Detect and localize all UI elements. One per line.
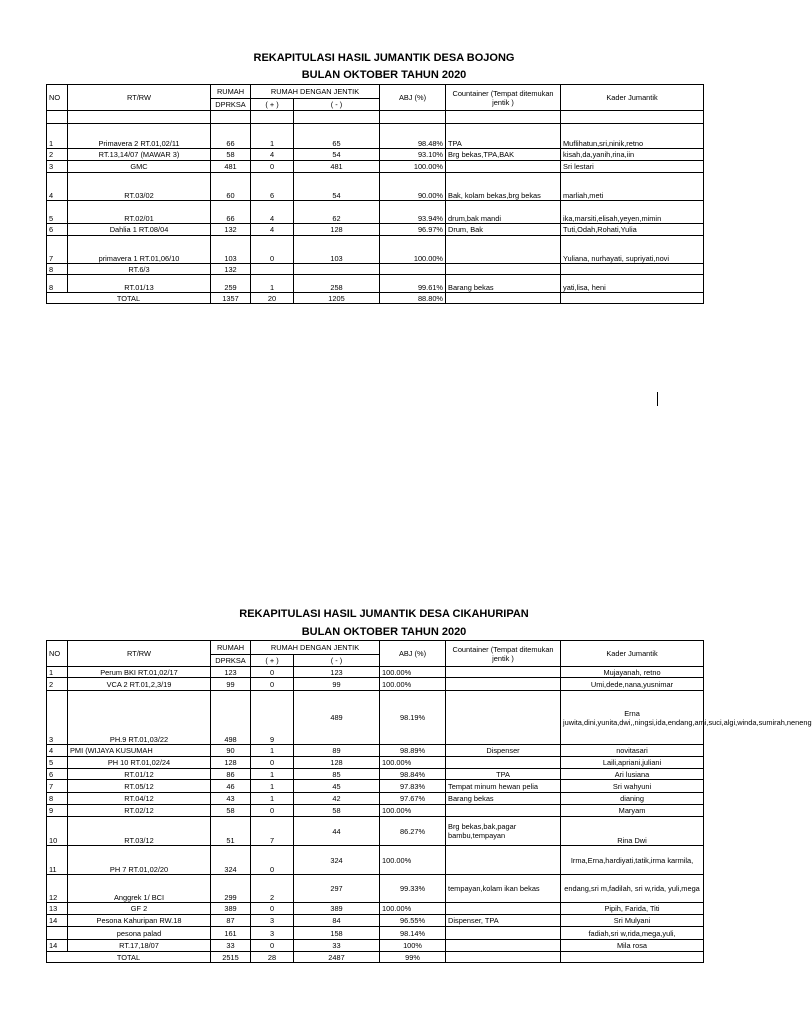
table-row — [47, 927, 704, 940]
table-cell: 84 — [294, 915, 380, 927]
table-cell: 1 — [251, 793, 294, 805]
table-cell: 299 — [211, 875, 251, 903]
table-cell: TPA — [446, 769, 561, 780]
table1-blank-row — [47, 111, 704, 124]
table1 — [46, 84, 704, 304]
table-cell: 65 — [294, 124, 380, 149]
table-cell: 43 — [211, 793, 251, 805]
table-cell — [446, 757, 561, 769]
text-cursor-mark — [657, 392, 658, 406]
table-cell: 33 — [211, 940, 251, 952]
table-cell: Brg bekas,TPA,BAK — [446, 149, 561, 161]
table-cell: 1 — [47, 667, 68, 678]
table-cell: Mujayanah, retno — [561, 667, 704, 678]
table-cell: 99.33% — [380, 875, 446, 903]
table-cell — [446, 805, 561, 817]
table2-total-row — [47, 952, 704, 963]
table-cell: 8 — [47, 793, 68, 805]
table-cell: Laili,apriani,juliani — [561, 757, 704, 769]
table-cell: GF 2 — [68, 903, 211, 915]
table-cell: 1 — [251, 780, 294, 793]
table1-header-plus: ( + ) — [251, 99, 294, 111]
table2 — [46, 640, 812, 963]
table1-header-abj: ABJ (%) — [380, 85, 446, 111]
table-cell: 7 — [47, 780, 68, 793]
table-cell: Drum, Bak — [446, 224, 561, 236]
table-cell: 5 — [47, 757, 68, 769]
table-cell — [561, 264, 704, 275]
table-cell: RT.03/12 — [68, 817, 211, 846]
table-cell: 98.84% — [380, 769, 446, 780]
table-cell: 89 — [294, 745, 380, 757]
table-cell: 93.94% — [380, 201, 446, 224]
table2-header-no: NO — [47, 641, 68, 667]
table1-header-minus: ( - ) — [294, 99, 380, 111]
table-cell: 489 — [294, 691, 380, 745]
table-cell: 99 — [211, 678, 251, 691]
table-row — [47, 780, 704, 793]
table-cell: kisah,da,yanih,rina,iin — [561, 149, 704, 161]
table2-header-dprksa: DPRKSA — [211, 655, 251, 667]
table-cell: Anggrek 1/ BCI — [68, 875, 211, 903]
table-cell: Bak, kolam bekas,brg bekas — [446, 173, 561, 201]
table-cell: 0 — [251, 236, 294, 264]
table-cell — [446, 952, 561, 963]
table-cell: Pipih, Farida, Titi — [561, 903, 704, 915]
table-cell: tempayan,kolam ikan bekas — [446, 875, 561, 903]
table-cell: PH 10 RT.01,02/24 — [68, 757, 211, 769]
table-cell: RT.01/13 — [68, 275, 211, 293]
table-cell: VCA 2 RT.01,2,3/19 — [68, 678, 211, 691]
table-cell: RT.02/01 — [68, 201, 211, 224]
table-cell: 8 — [47, 264, 68, 275]
table-cell: 103 — [294, 236, 380, 264]
table-cell: 10 — [47, 817, 68, 846]
table-cell: 99 — [294, 678, 380, 691]
table2-header-plus: ( + ) — [251, 655, 294, 667]
table1-header-no: NO — [47, 85, 68, 111]
table-cell — [68, 111, 211, 124]
table-row — [47, 149, 704, 161]
table-cell: 389 — [211, 903, 251, 915]
table-cell: 389 — [294, 903, 380, 915]
table-cell — [380, 264, 446, 275]
table-cell: 100.00% — [380, 161, 446, 173]
table-row — [47, 161, 704, 173]
table-cell: 66 — [211, 201, 251, 224]
table-row — [47, 124, 704, 149]
table-cell: 3 — [251, 915, 294, 927]
table-cell: 1 — [251, 745, 294, 757]
table-row — [47, 275, 704, 293]
table-cell — [446, 927, 561, 940]
table2-total-rumah: 2515 — [211, 952, 251, 963]
table-cell: 58 — [211, 805, 251, 817]
table-cell: drum,bak mandi — [446, 201, 561, 224]
table-cell: Rina Dwi — [561, 817, 704, 846]
table-cell: Dahlia 1 RT.08/04 — [68, 224, 211, 236]
table-cell — [294, 264, 380, 275]
table2-header-minus: ( - ) — [294, 655, 380, 667]
table-cell: Pesona Kahuripan RW.18 — [68, 915, 211, 927]
table-cell: 297 — [294, 875, 380, 903]
table-cell: 4 — [251, 224, 294, 236]
table-cell — [446, 691, 561, 745]
table-cell — [446, 293, 561, 304]
table-cell: 103 — [211, 236, 251, 264]
table-cell: 3 — [251, 927, 294, 940]
table2-title: REKAPITULASI HASIL JUMANTIK DESA CIKAHURIPAN — [239, 608, 529, 620]
table-cell — [446, 678, 561, 691]
table-cell: yati,lisa, heni — [561, 275, 704, 293]
table-cell: 6 — [47, 769, 68, 780]
table-cell: 62 — [294, 201, 380, 224]
table-cell: Barang bekas — [446, 793, 561, 805]
table-cell: Primavera 2 RT.01,02/11 — [68, 124, 211, 149]
table-cell: Tuti,Odah,Rohati,Yulia — [561, 224, 704, 236]
table-cell — [561, 111, 704, 124]
table-cell: RT.02/12 — [68, 805, 211, 817]
table-row — [47, 940, 704, 952]
table-cell: 132 — [211, 224, 251, 236]
table-cell: RT.01/12 — [68, 769, 211, 780]
table-cell: 5 — [47, 201, 68, 224]
table-cell: 9 — [251, 691, 294, 745]
table1-subtitle: BULAN OKTOBER TAHUN 2020 — [301, 69, 467, 81]
table1-total-plus: 20 — [251, 293, 294, 304]
table-cell: 44 — [294, 817, 380, 846]
table-row — [47, 678, 704, 691]
table-cell: 99.61% — [380, 275, 446, 293]
table-cell: 98.89% — [380, 745, 446, 757]
table-cell: RT.05/12 — [68, 780, 211, 793]
table2-total-minus: 2487 — [294, 952, 380, 963]
table-cell: 498 — [211, 691, 251, 745]
table-cell: TPA — [446, 124, 561, 149]
table2-header-kader: Kader Jumantik — [561, 641, 704, 667]
table-cell: Barang bekas — [446, 275, 561, 293]
table1-header-jentik: RUMAH DENGAN JENTIK — [251, 85, 380, 99]
table-cell: 128 — [211, 757, 251, 769]
table-row — [47, 903, 704, 915]
table1-total-rumah: 1357 — [211, 293, 251, 304]
table-cell: Sri wahyuni — [561, 780, 704, 793]
table-cell: 45 — [294, 780, 380, 793]
table-cell — [47, 111, 68, 124]
table2-total-abj: 99% — [380, 952, 446, 963]
table-cell: 100.00% — [380, 236, 446, 264]
table-cell: 60 — [211, 173, 251, 201]
table-cell: 1 — [251, 769, 294, 780]
table-cell: 161 — [211, 927, 251, 940]
table-cell: Irma,Erna,hardiyati,tatik,irma karmila, — [561, 846, 704, 875]
table1-header-container: Countainer (Tempat ditemukan jentik ) — [446, 85, 561, 111]
table-cell: 1 — [251, 124, 294, 149]
table2-header-container: Countainer (Tempat ditemukan jentik ) — [446, 641, 561, 667]
table1-total-label: TOTAL — [47, 293, 211, 304]
table-row — [47, 805, 704, 817]
table-cell: 324 — [294, 846, 380, 875]
table-row — [47, 769, 704, 780]
table-cell: 14 — [47, 915, 68, 927]
table-cell: 0 — [251, 805, 294, 817]
table-cell: 481 — [294, 161, 380, 173]
table-cell — [294, 111, 380, 124]
table-cell: 12 — [47, 875, 68, 903]
table-cell: 93.10% — [380, 149, 446, 161]
table-cell — [446, 264, 561, 275]
table-row — [47, 757, 704, 769]
table-cell: 0 — [251, 667, 294, 678]
table-cell: RT.17,18/07 — [68, 940, 211, 952]
table-cell: 258 — [294, 275, 380, 293]
table-row — [47, 236, 704, 264]
table-cell: pesona palad — [68, 927, 211, 940]
table-cell: RT.04/12 — [68, 793, 211, 805]
table1-header-rumah: RUMAH — [211, 85, 251, 99]
table-cell: 100.00% — [380, 903, 446, 915]
table-cell: 2 — [47, 678, 68, 691]
table-cell: Erna juwita,dini,yunita,dwi,,ningsi,ida,endang,ami,suci,algi,winda,sumirah,neneng — [561, 691, 704, 745]
table-row — [47, 201, 704, 224]
table-cell — [446, 161, 561, 173]
table-cell: 54 — [294, 149, 380, 161]
table-cell: 158 — [294, 927, 380, 940]
table-cell: 97.67% — [380, 793, 446, 805]
table-row — [47, 846, 704, 875]
table-cell: 100.00% — [380, 846, 446, 875]
table-cell: 46 — [211, 780, 251, 793]
table1-total-minus: 1205 — [294, 293, 380, 304]
table-cell: 96.55% — [380, 915, 446, 927]
table-cell: 4 — [251, 149, 294, 161]
table2-subtitle: BULAN OKTOBER TAHUN 2020 — [301, 626, 467, 638]
table-row — [47, 224, 704, 236]
table-cell: 58 — [294, 805, 380, 817]
table-cell: 6 — [251, 173, 294, 201]
table-cell: Tempat minum hewan pelia — [446, 780, 561, 793]
table-cell: Dispenser — [446, 745, 561, 757]
table-cell: 54 — [294, 173, 380, 201]
table-cell: 100.00% — [380, 667, 446, 678]
table2-header-rtrw: RT/RW — [68, 641, 211, 667]
table-cell — [251, 264, 294, 275]
table-cell: novitasari — [561, 745, 704, 757]
table-cell: 11 — [47, 846, 68, 875]
table-row — [47, 793, 704, 805]
table-row — [47, 173, 704, 201]
table-row — [47, 667, 704, 678]
table-cell — [211, 111, 251, 124]
table-cell: Umi,dede,nana,yusnimar — [561, 678, 704, 691]
table-cell: GMC — [68, 161, 211, 173]
table-cell — [446, 111, 561, 124]
table2-header-rumah: RUMAH — [211, 641, 251, 655]
table-cell: 0 — [251, 161, 294, 173]
table-cell: RT.6/3 — [68, 264, 211, 275]
table-cell: 86.27% — [380, 817, 446, 846]
table-cell: 324 — [211, 846, 251, 875]
table-cell: 6 — [47, 224, 68, 236]
table-cell: 1 — [47, 124, 68, 149]
table-cell: 98.14% — [380, 927, 446, 940]
table-cell: RT.13,14/07 (MAWAR 3) — [68, 149, 211, 161]
table2-header-jentik: RUMAH DENGAN JENTIK — [251, 641, 380, 655]
table-cell: 259 — [211, 275, 251, 293]
table-cell: 7 — [47, 236, 68, 264]
table-row — [47, 264, 704, 275]
table-cell: 100.00% — [380, 757, 446, 769]
table-cell: dianing — [561, 793, 704, 805]
table-cell — [561, 293, 704, 304]
table-cell: 4 — [47, 173, 68, 201]
table-cell: Sri Mulyani — [561, 915, 704, 927]
table-cell: 128 — [294, 757, 380, 769]
table1-header-kader: Kader Jumantik — [561, 85, 704, 111]
table-cell: 0 — [251, 678, 294, 691]
table-cell: 98.48% — [380, 124, 446, 149]
table-cell: 481 — [211, 161, 251, 173]
table-cell: Brg bekas,bak,pagar bambu,tempayan — [446, 817, 561, 846]
table-row — [47, 691, 704, 745]
table-cell: Mila rosa — [561, 940, 704, 952]
table-cell: 0 — [251, 940, 294, 952]
table-row — [47, 915, 704, 927]
table1-total-row — [47, 293, 704, 304]
table-cell: Yuliana, nurhayati, supriyati,novi — [561, 236, 704, 264]
table-cell: 13 — [47, 903, 68, 915]
table-cell — [446, 903, 561, 915]
table-cell — [446, 236, 561, 264]
table-cell: 2 — [47, 149, 68, 161]
table-cell: 100.00% — [380, 678, 446, 691]
table-cell: 86 — [211, 769, 251, 780]
table-cell: 4 — [251, 201, 294, 224]
table-cell: Perum BKI RT.01,02/17 — [68, 667, 211, 678]
table1-title: REKAPITULASI HASIL JUMANTIK DESA BOJONG — [253, 52, 515, 64]
table-cell: 132 — [211, 264, 251, 275]
table-cell: 97.83% — [380, 780, 446, 793]
table-cell: 2 — [251, 875, 294, 903]
table-cell: primavera 1 RT.01,06/10 — [68, 236, 211, 264]
table1-total-abj: 88.80% — [380, 293, 446, 304]
table-cell: endang,sri m,fadilah, sri w,rida, yuli,mega — [561, 875, 704, 903]
table-cell: 3 — [47, 691, 68, 745]
table-cell — [251, 111, 294, 124]
table-cell: RT.03/02 — [68, 173, 211, 201]
table-cell: 42 — [294, 793, 380, 805]
table-cell: 8 — [47, 275, 68, 293]
table-cell: 4 — [47, 745, 68, 757]
table-cell: 33 — [294, 940, 380, 952]
table-cell: 1 — [251, 275, 294, 293]
table-cell: 90.00% — [380, 173, 446, 201]
table-cell: 96.97% — [380, 224, 446, 236]
table-cell — [446, 940, 561, 952]
table-cell — [446, 667, 561, 678]
table-cell: 66 — [211, 124, 251, 149]
table-cell: 98.19% — [380, 691, 446, 745]
table-row — [47, 875, 704, 903]
table-cell: 14 — [47, 940, 68, 952]
table-cell: 7 — [251, 817, 294, 846]
table-cell: 85 — [294, 769, 380, 780]
table-cell: marliah,meti — [561, 173, 704, 201]
table-cell — [561, 952, 704, 963]
table-cell: 90 — [211, 745, 251, 757]
table-cell — [446, 846, 561, 875]
table2-total-plus: 28 — [251, 952, 294, 963]
table-cell: Muflihatun,sri,ninik,retno — [561, 124, 704, 149]
table-cell: 0 — [251, 846, 294, 875]
table-cell: Maryam — [561, 805, 704, 817]
table-cell — [380, 111, 446, 124]
table-cell: fadiah,sri w,rida,mega,yuli, — [561, 927, 704, 940]
table-row — [47, 745, 704, 757]
table-cell: 9 — [47, 805, 68, 817]
table-cell: Dispenser, TPA — [446, 915, 561, 927]
table1-header-dprksa: DPRKSA — [211, 99, 251, 111]
table-row — [47, 817, 704, 846]
table-cell: ika,marsiti,elisah,yeyen,mimin — [561, 201, 704, 224]
table-cell: Ari lusiana — [561, 769, 704, 780]
table-cell: 51 — [211, 817, 251, 846]
table-cell: 128 — [294, 224, 380, 236]
table-cell: Sri lestari — [561, 161, 704, 173]
table-cell: 0 — [251, 903, 294, 915]
table-cell: PH.9 RT.01,03/22 — [68, 691, 211, 745]
table2-header-abj: ABJ (%) — [380, 641, 446, 667]
table-cell: 123 — [211, 667, 251, 678]
table-cell: PMI (WIJAYA KUSUMAH — [68, 745, 211, 757]
table-cell: 58 — [211, 149, 251, 161]
table-cell: 100.00% — [380, 805, 446, 817]
table-cell: 0 — [251, 757, 294, 769]
table-cell: 123 — [294, 667, 380, 678]
table-cell: 3 — [47, 161, 68, 173]
table-cell: 100% — [380, 940, 446, 952]
table-cell: 87 — [211, 915, 251, 927]
table-cell — [47, 927, 68, 940]
table2-total-label: TOTAL — [47, 952, 211, 963]
table-cell: PH 7 RT.01,02/20 — [68, 846, 211, 875]
table1-header-rtrw: RT/RW — [68, 85, 211, 111]
